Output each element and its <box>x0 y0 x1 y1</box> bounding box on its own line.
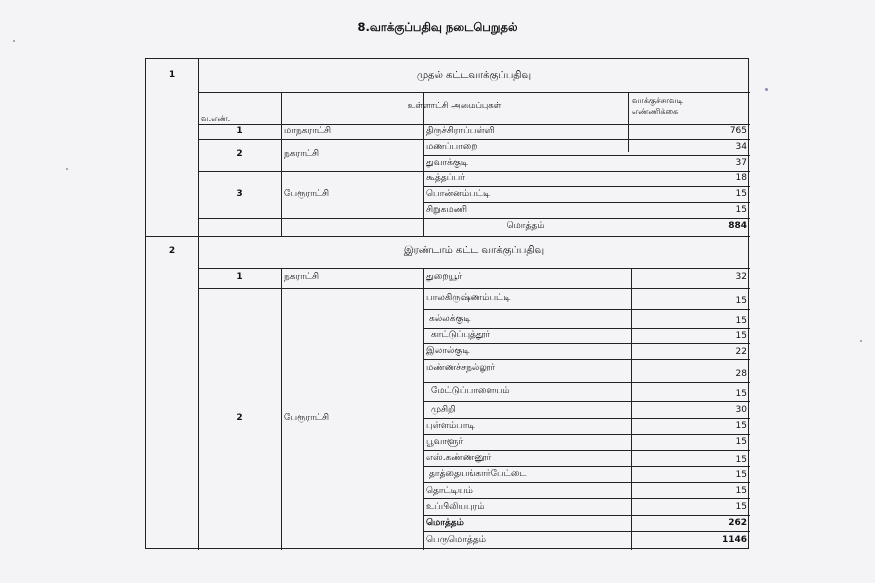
local-body-type: நகராட்சி <box>284 149 320 159</box>
local-body-name: கூத்தப்பர் <box>426 173 465 183</box>
local-body-name: தாத்தையங்கார்பேட்டை <box>429 469 527 479</box>
local-body-name: மண்ணச்சநல்லூர் <box>426 363 496 373</box>
booth-count: 15 <box>735 205 747 215</box>
local-body-name: உப்பிலியபுரம் <box>426 502 485 512</box>
local-body-name: திருச்சிராப்பள்ளி <box>426 126 495 136</box>
serial-column-header: வ.எண். <box>201 114 231 123</box>
booth-count: 28 <box>735 369 747 379</box>
phase2-index: 2 <box>168 246 176 256</box>
serial-number: 3 <box>236 189 243 199</box>
booth-count: 15 <box>735 502 747 512</box>
local-body-name: துறையூர் <box>426 272 463 282</box>
booth-count: 15 <box>735 437 747 447</box>
booths-column-header-line2: எண்ணிக்கை <box>632 107 679 116</box>
local-body-name: தொட்டியம் <box>426 486 473 496</box>
scan-speck <box>765 88 768 91</box>
grand-total-value: 1146 <box>721 535 747 545</box>
phase2-heading: இரண்டாம் கட்ட வாக்குப்பதிவு <box>403 245 545 256</box>
serial-number: 2 <box>236 149 243 159</box>
grand-total-label: பெருமொத்தம் <box>426 535 486 545</box>
scan-speck <box>13 40 15 42</box>
phase1-index: 1 <box>168 70 176 80</box>
booth-count: 15 <box>735 486 747 496</box>
local-body-name: கல்லக்குடி <box>429 314 471 324</box>
serial-number: 1 <box>236 126 243 136</box>
booth-count: 15 <box>735 296 747 306</box>
local-body-name: சிறுகமணி <box>426 205 467 215</box>
booth-count: 15 <box>735 389 747 399</box>
bodies-column-header: உள்ளாட்சி அமைப்புகள் <box>407 101 502 111</box>
local-body-name: பாலகிருஷ்ணம்பட்டி <box>426 293 511 303</box>
booth-count: 18 <box>735 173 747 183</box>
local-body-name: முசிறி <box>431 405 456 415</box>
booth-count: 765 <box>729 126 747 136</box>
booth-count: 34 <box>735 142 747 152</box>
phase1-heading: முதல் கட்டவாக்குப்பதிவு <box>416 70 532 81</box>
local-body-name: காட்டுப்புத்தூர் <box>431 330 491 340</box>
local-body-name: இலால்குடி <box>426 346 470 356</box>
booth-count: 15 <box>735 189 747 199</box>
page-title: 8.வாக்குப்பதிவு நடைபெறுதல் <box>357 20 518 34</box>
booth-count: 15 <box>735 455 747 465</box>
booth-count: 15 <box>735 331 747 341</box>
local-body-type: நகராட்சி <box>284 272 320 282</box>
booths-column-header-line1: வாக்குச்சாவடி <box>632 96 684 105</box>
local-body-name: மணப்பாறை <box>426 142 478 152</box>
booth-count: 32 <box>735 272 747 282</box>
phase2-total-label: மொத்தம் <box>426 518 464 528</box>
local-body-name: துவாக்குடி <box>426 158 468 168</box>
phase1-total-label: மொத்தம் <box>506 221 545 231</box>
serial-number: 2 <box>236 413 243 423</box>
scan-speck <box>66 168 68 170</box>
phase1-total-value: 884 <box>728 221 747 231</box>
local-body-name: மேட்டுப்பாளையம் <box>431 386 510 396</box>
booth-count: 30 <box>735 405 747 415</box>
local-body-type: பேரூராட்சி <box>284 189 330 199</box>
booth-count: 15 <box>735 421 747 431</box>
local-body-name: புள்ளம்பாடி <box>426 421 475 431</box>
local-body-type: மாநகராட்சி <box>284 126 332 136</box>
serial-number: 1 <box>236 272 243 282</box>
local-body-type: பேரூராட்சி <box>284 413 330 423</box>
local-body-name: பூவாளூர் <box>426 437 464 447</box>
booth-count: 37 <box>735 158 747 168</box>
booth-count: 15 <box>735 470 747 480</box>
phase2-total-value: 262 <box>728 518 747 528</box>
scan-speck <box>860 340 862 342</box>
booth-count: 22 <box>735 347 747 357</box>
local-body-name: எஸ்.கண்ணனூர் <box>426 453 492 463</box>
polling-table <box>145 58 749 549</box>
local-body-name: பொன்னம்பட்டி <box>426 189 491 199</box>
booth-count: 15 <box>735 316 747 326</box>
